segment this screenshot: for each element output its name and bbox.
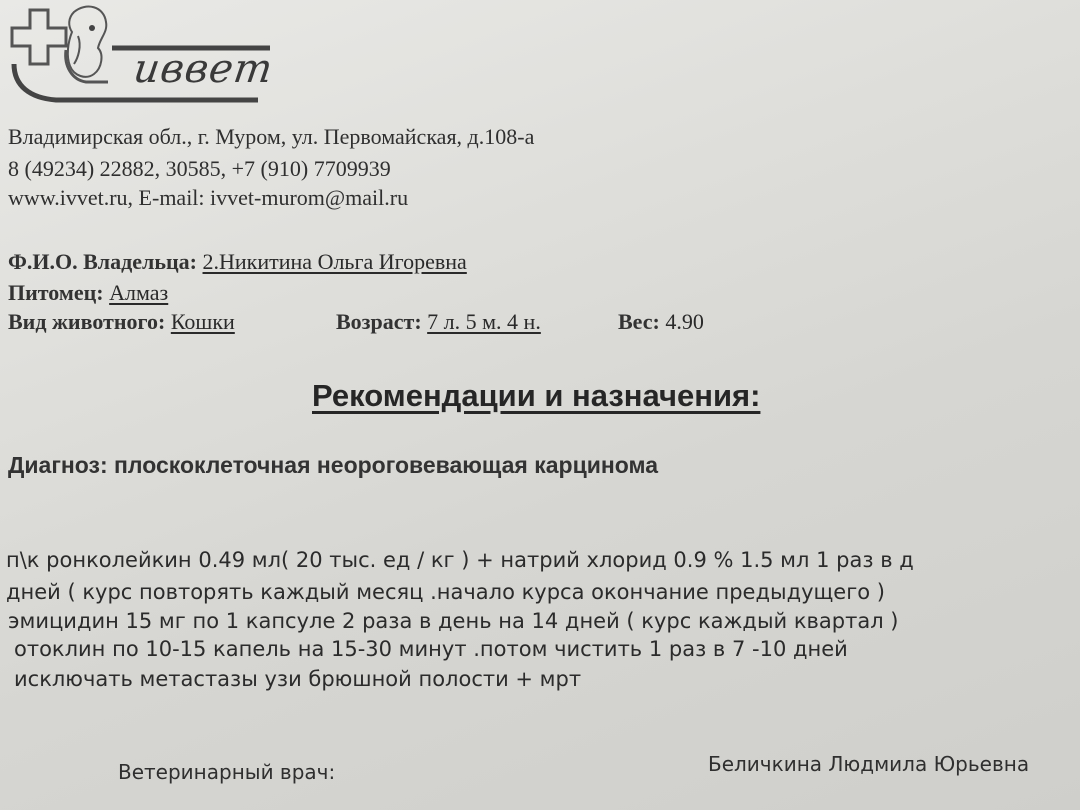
prescription-line: эмицидин 15 мг по 1 капсуле 2 раза в день на 14 дней ( курс каждый квартал ) <box>8 609 899 633</box>
doctor-name: Беличкина Людмила Юрьевна <box>708 752 1030 776</box>
age-value: 7 л. 5 м. 4 н. <box>427 309 541 334</box>
prescription-line: п\к ронколейкин 0.49 мл( 20 тыс. ед / кг ) + натрий хлорид 0.9 % 1.5 мл 1 раз в д <box>6 548 914 572</box>
pet-value: Алмаз <box>109 280 169 305</box>
weight-row <box>618 309 704 335</box>
prescription-line: отоклин по 10-15 капель на 15-30 минут .потом чистить 1 раз в 7 -10 дней <box>14 637 848 661</box>
owner-label: Ф.И.О. Владельца: <box>8 249 198 274</box>
logo-wordmark: иввет <box>130 46 277 92</box>
prescription-line: исключать метастазы узи брюшной полости + мрт <box>14 667 582 691</box>
species-value: Кошки <box>170 309 235 334</box>
weight-label: Вес: <box>618 309 660 334</box>
clinic-web: www.ivvet.ru, E-mail: ivvet-murom@mail.ru <box>8 185 409 210</box>
clinic-address: Владимирская обл., г. Муром, ул. Первомайская, д.108-а <box>8 124 535 149</box>
owner-value: 2.Никитина Ольга Игоревна <box>202 249 467 274</box>
age-row <box>336 309 541 335</box>
age-label: Возраст: <box>336 309 422 334</box>
prescription-line: дней ( курс повторять каждый месяц .начало курса окончание предыдущего ) <box>6 580 885 604</box>
pet-label: Питомец: <box>8 280 104 305</box>
document-title: Рекомендации и назначения: <box>312 378 761 413</box>
weight-value: 4.90 <box>665 309 704 334</box>
pet-row <box>8 280 168 306</box>
clinic-logo <box>8 2 278 106</box>
diagnosis: Диагноз: плоскоклеточная неороговевающая карцинома <box>8 452 658 478</box>
doctor-label: Ветеринарный врач: <box>118 760 336 784</box>
owner-row <box>8 249 467 275</box>
species-label: Вид животного: <box>8 309 166 334</box>
clinic-phones: 8 (49234) 22882, 30585, +7 (910) 7709939 <box>8 156 391 181</box>
species-row <box>8 309 235 335</box>
